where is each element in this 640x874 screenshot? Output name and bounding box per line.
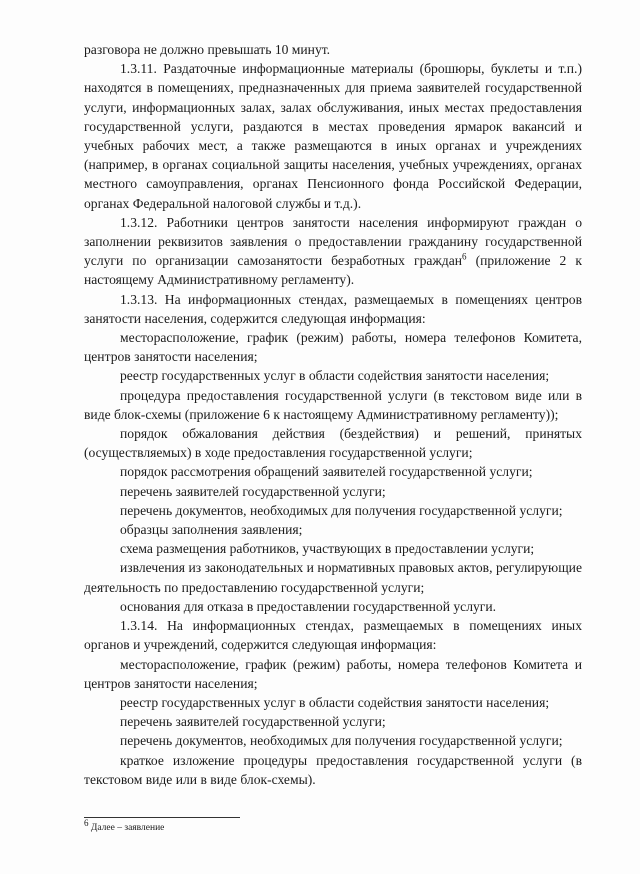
footnote-marker: 6 [84,818,89,828]
list-item: краткое изложение процедуры предоставления государственной услуги (в текстовом виде или в виде блок-схемы). [84,752,582,787]
list-item: схема размещения работников, участвующих в предоставлении услуги; [120,541,535,557]
paragraph-1-3-12-tail: (приложение 2 к настоящему Административному регламенту). [84,253,582,288]
list-item: перечень заявителей государственной услуги; [120,483,386,499]
list-item: месторасположение, график (режим) работы, номера телефонов Комитета, центров занятости населения; [84,330,582,365]
footnote [84,818,165,834]
list-item: перечень документов, необходимых для получения государственной услуги; [120,502,563,518]
paragraph-1-3-12-text: 1.3.12. Работники центров занятости населения информируют граждан о заполнении реквизитов заявления о предоставлении гражданину государственной услуги по организации самозанятости безработных граждан [84,214,582,269]
paragraph-1-3-14: 1.3.14. На информационных стендах, размещаемых в помещениях иных органов и учреждений, содержится следующая информация: [84,618,582,653]
paragraph-1-3-11: 1.3.11. Раздаточные информационные материалы (брошюры, буклеты и т.п.) находятся в помещениях, предназначенных для приема заявителей государственной услуги, информационных залах, залах обслуживания, иных местах предоставления государственной услуги, раздаются в местах проведения ярмарок вакансий и учебных рабочих мест, а также размещаются в иных органах и учреждениях (например, в органах социальной защиты населения, учебных учреждениях, органах местного самоуправления, органах Пенсионного фонда Российской Федерации, органах Федеральной налоговой службы и т.д.). [84,61,582,211]
document-body [84,40,582,789]
list-item: перечень документов, необходимых для получения государственной услуги; [120,733,563,749]
list-item: реестр государственных услуг в области содействия занятости населения; [120,694,550,710]
paragraph-1-3-12 [84,213,582,290]
list-item: реестр государственных услуг в области содействия занятости населения; [120,368,550,384]
footnote-reference: 6 [462,251,467,262]
list-item: процедура предоставления государственной услуги (в текстовом виде или в виде блок-схемы (приложение 6 к настоящему Административному регламенту)); [84,387,582,422]
paragraph-1-3-13: 1.3.13. На информационных стендах, размещаемых в помещениях центров занятости населения, содержится следующая информация: [84,291,582,326]
footnote-divider [84,817,240,818]
list-item: порядок рассмотрения обращений заявителей государственной услуги; [120,464,533,480]
paragraph-continuation: разговора не должно превышать 10 минут. [84,42,331,57]
list-item: образцы заполнения заявления; [120,522,303,538]
list-item: перечень заявителей государственной услуги; [120,714,386,730]
list-item: основания для отказа в предоставлении государственной услуги. [120,598,497,614]
list-item: извлечения из законодательных и нормативных правовых актов, регулирующие деятельность по предоставлению государственной услуги; [84,560,582,595]
footnote-text: Далее – заявление [88,823,165,834]
list-item: порядок обжалования действия (бездействия) и решений, принятых (осуществляемых) в ходе предоставления государственной услуги; [84,426,582,461]
list-item: месторасположение, график (режим) работы, номера телефонов Комитета и центров занятости населения; [84,656,582,691]
